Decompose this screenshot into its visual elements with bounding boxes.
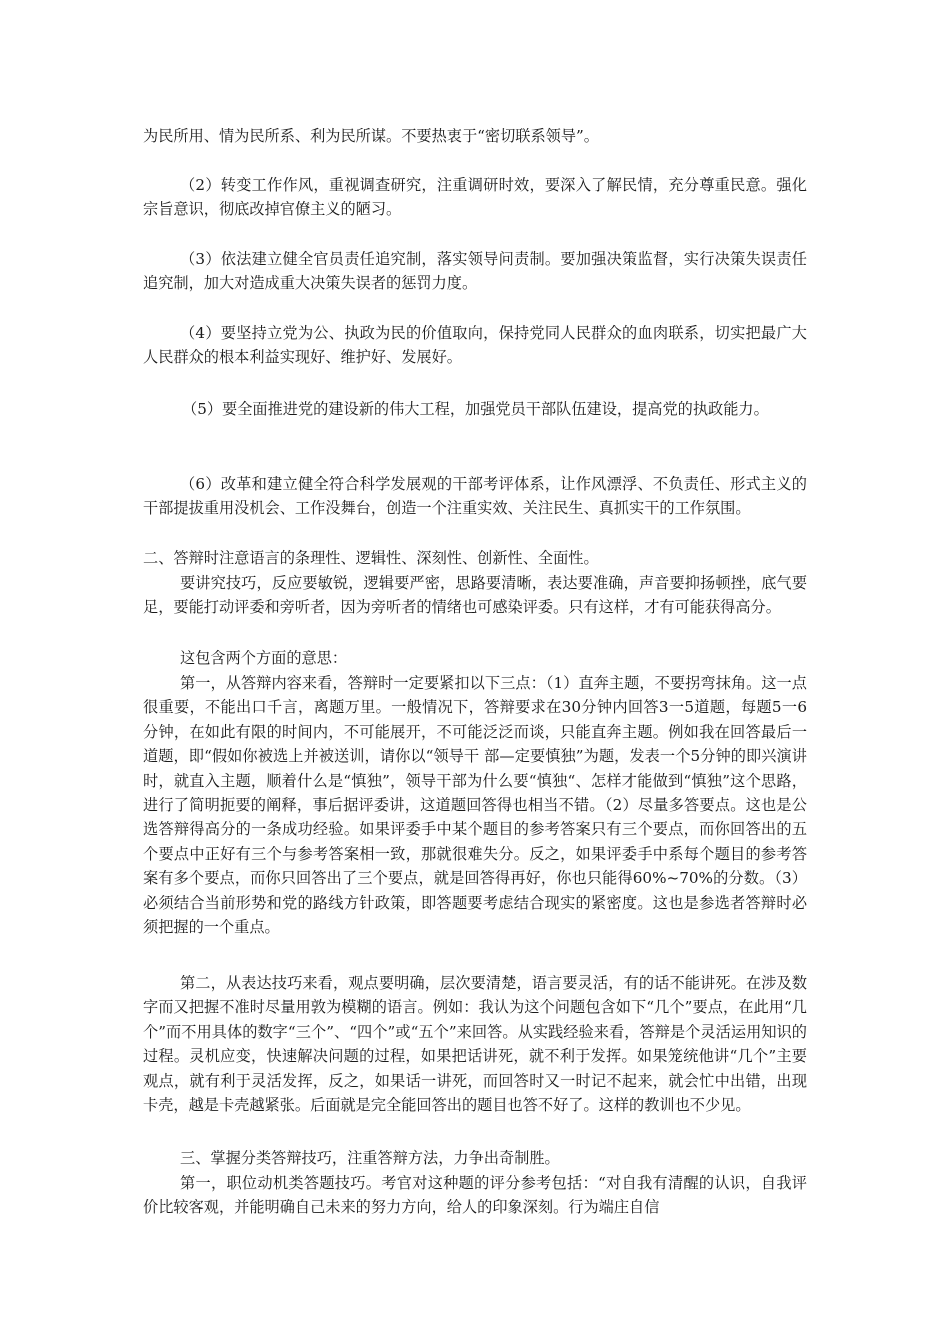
paragraph-6: （6）改革和建立健全符合科学发展观的干部考评体系，让作风漂浮、不负责任、形式主义的干部提拔重用没机会、工作没舞台，创造一个注重实效、关注民生、真抓实干的工作氛围。 [143,475,807,518]
paragraph-8: 这包含两个方面的意思： [180,649,348,667]
paragraph-11: 第一，职位动机类答题技巧。考官对这种题的评分参考包括：“对自我有清醒的认识，自我评价比较客观，并能明确自己未来的努力方向，给人的印象深刻。行为端庄自信 [143,1174,807,1217]
paragraph-1: 为民所用、情为民所系、利为民所谋。不要热衷于“密切联系领导”。 [143,127,599,145]
paragraph-7: 要讲究技巧，反应要敏锐，逻辑要严密，思路要清晰，表达要准确，声音要抑扬顿挫，底气要足，要能打动评委和旁听者，因为旁听者的情绪也可感染评委。只有这样，才有可能获得高分。 [143,574,807,617]
section-heading-2: 二、答辩时注意语言的条理性、逻辑性、深刻性、创新性、全面性。 [143,549,599,567]
paragraph-9: 第一，从答辩内容来看，答辩时一定要紧扣以下三点：（1）直奔主题，不要拐弯抹角。这一点很重要，不能出口千言，离题万里。一般情况下，答辩要求在30分钟内回答3一5道题，每题5一6分钟，在如此有限的时间内，不可能展开，不可能泛泛而谈，只能直奔主题。例如我在回答最后一道题，即“假如你被选上并被送训，请你以“领导干 部—定要慎独”为题，发表一个5分钟的即兴演讲时，就直入主题，顺着什么是“慎独”，领导干部为什么要“慎独“、怎样才能做到“慎独”这个思路，进行了简明扼要的阐释，事后据评委讲，这道题回答得也相当不错。（2）尽量多答要点。这也是公选答辩得高分的一条成功经验。如果评委手中某个题目的参考答案只有三个要点，而你回答出的五个要点中正好有三个与参考答案相一致，那就很难失分。反之，如果评委手中系每个题目的参考答案有多个要点，而你只回答出了三个要点，就是回答得再好，你也只能得60%~70%的分数。（3）必须结合当前形势和党的路线方针政策，即答题要考虑结合现实的紧密度。这也是参选者答辩时必须把握的一个重点。 [143,674,807,937]
section-heading-3: 三、掌握分类答辩技巧，注重答辩方法，力争出奇制胜。 [180,1149,560,1167]
paragraph-10: 第二，从表达技巧来看，观点要明确，层次要清楚，语言要灵活，有的话不能讲死。在涉及数字而又把握不准时尽量用敦为模糊的语言。例如：我认为这个问题包含如下“几个”要点，在此用“几个”而不用具体的数字“三个”、“四个”或“五个”来回答。从实践经验来看，答辩是个灵活运用知识的过程。灵机应变，快速解决问题的过程，如果把话讲死，就不利于发挥。如果笼统他讲“几个”主要观点，就有利于灵活发挥，反之，如果话一讲死，而回答时又一时记不起来，就会忙中出错，出现卡壳，越是卡壳越紧张。后面就是完全能回答出的题目也答不好了。这样的教训也不少见。 [143,974,807,1115]
paragraph-2: （2）转变工作作风，重视调查研究，注重调研时效，要深入了解民情，充分尊重民意。强化宗旨意识，彻底改掉官僚主义的陋习。 [143,176,807,219]
paragraph-3: （3）依法建立健全官员责任追究制，落实领导问责制。要加强决策监督，实行决策失误责任追究制，加大对造成重大决策失误者的惩罚力度。 [143,250,807,293]
paragraph-4: （4）要坚持立党为公、执政为民的价值取向，保持党同人民群众的血肉联系，切实把最广大人民群众的根本利益实现好、维护好、发展好。 [143,324,807,367]
paragraph-5: （5）要全面推进党的建设新的伟大工程，加强党员干部队伍建设，提高党的执政能力。 [182,400,769,418]
